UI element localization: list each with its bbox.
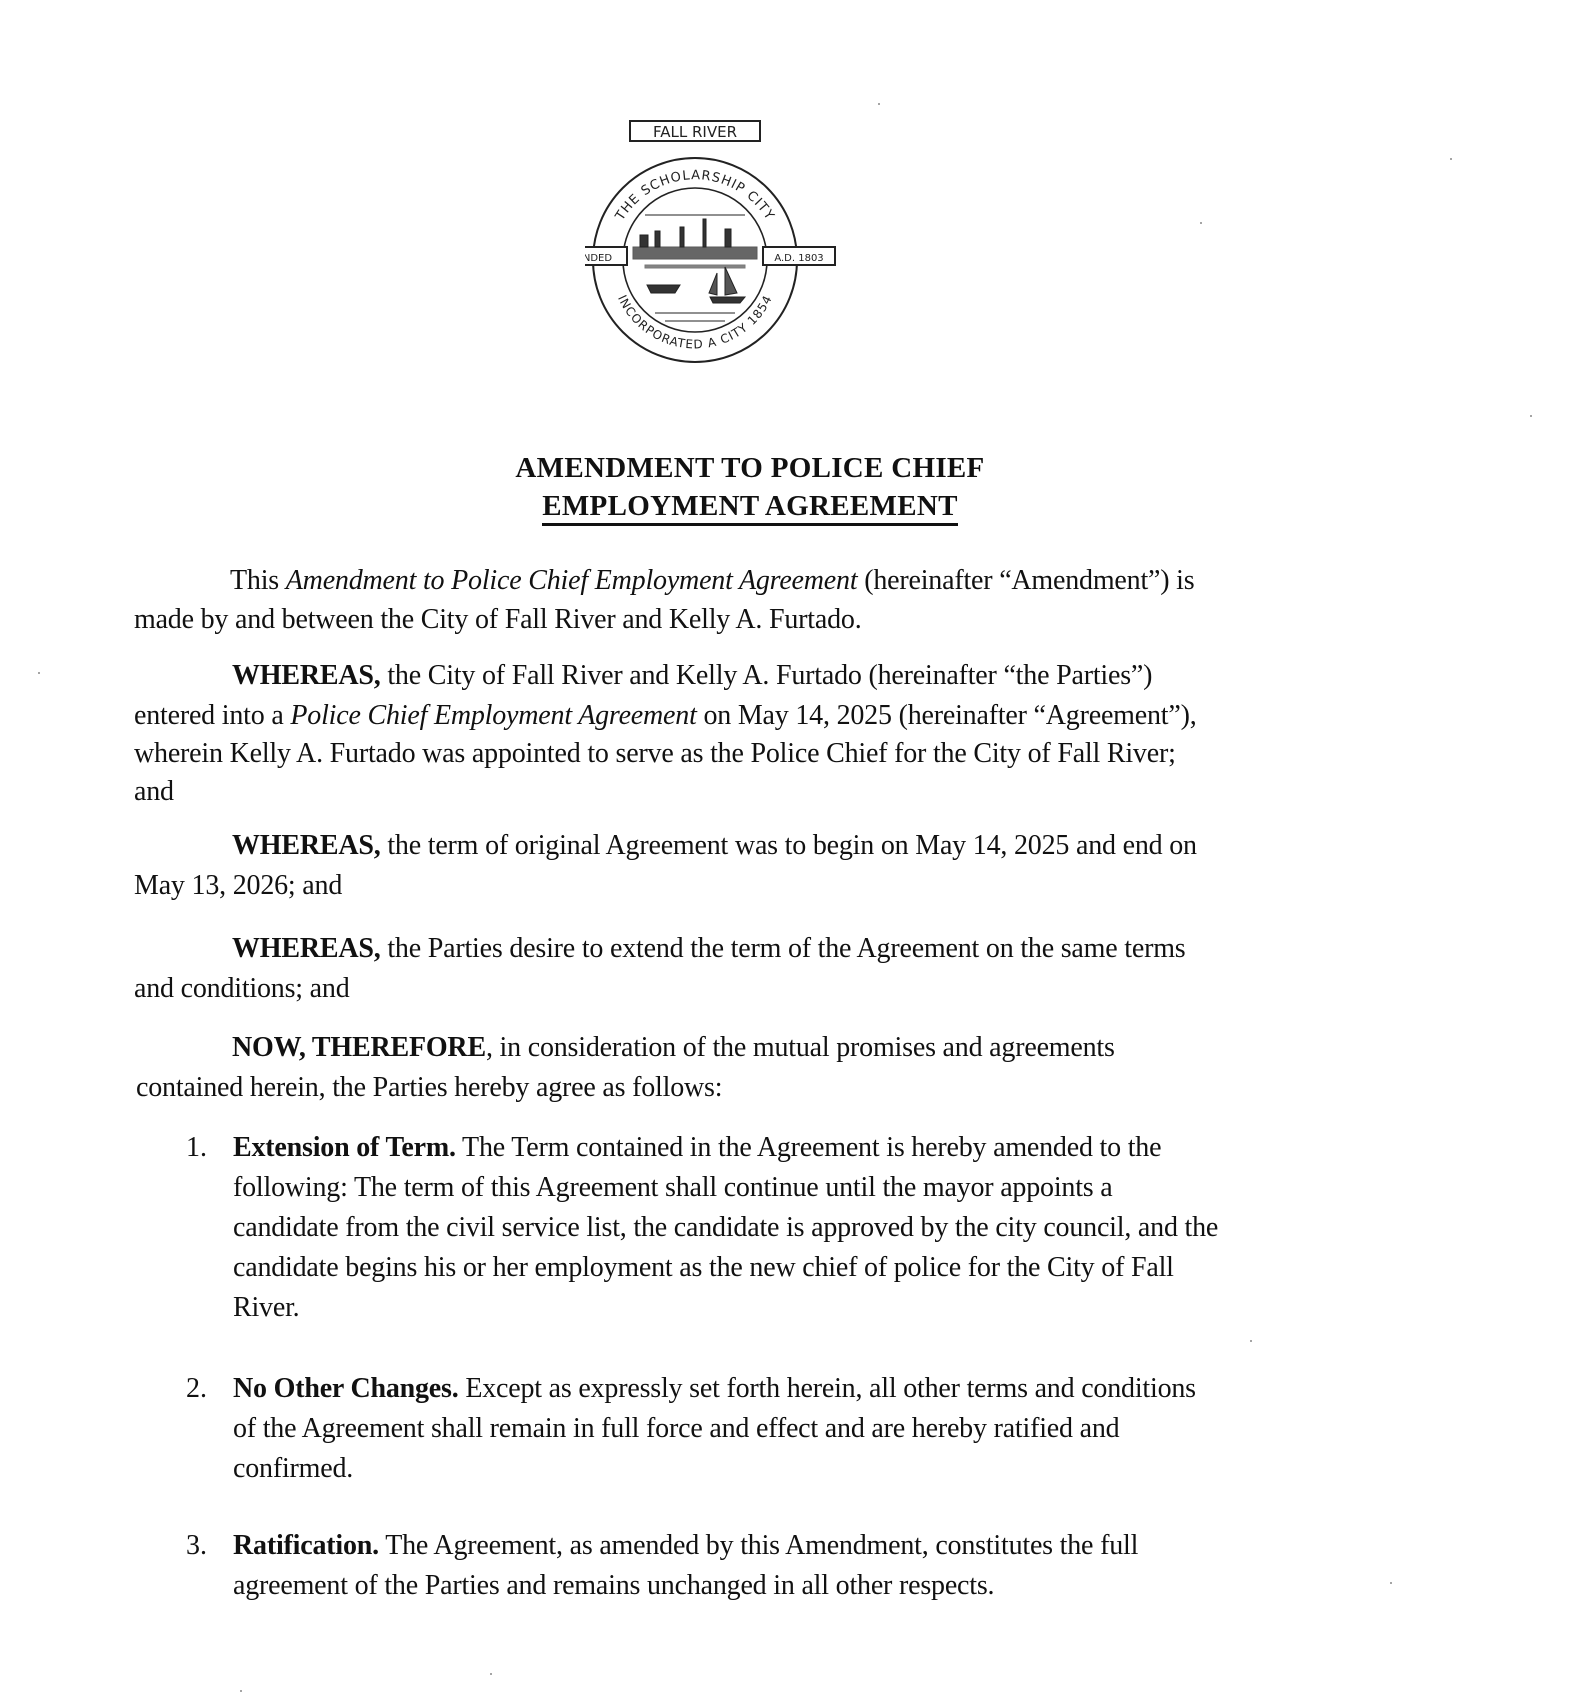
section-heading: Ratification. <box>233 1530 379 1561</box>
scan-speck <box>1390 1582 1392 1584</box>
section-2-line-1 <box>233 1373 1196 1405</box>
section-text: Except as expressly set forth herein, all other terms and conditions <box>458 1373 1196 1404</box>
whereas-lead: WHEREAS, <box>232 830 381 861</box>
intro-suffix: (hereinafter “Amendment”) is <box>857 565 1195 596</box>
seal-banner-left: NDED <box>585 253 613 264</box>
section-1-line-1 <box>233 1132 1161 1164</box>
seal-ring-top: THE SCHOLARSHIP CITY <box>612 168 778 224</box>
document-title-line-2 <box>0 490 1500 523</box>
whereas-2-text: the term of original Agreement was to begin on May 14, 2025 and end on <box>380 830 1197 861</box>
section-number: 2. <box>186 1373 207 1404</box>
scan-speck <box>878 103 880 105</box>
city-seal-logo <box>585 115 915 395</box>
whereas-3-text: the Parties desire to extend the term of the Agreement on the same terms <box>380 933 1186 964</box>
section-1-line-3: candidate from the civil service list, the candidate is approved by the city council, and the <box>233 1212 1219 1243</box>
intro-paragraph-line-1 <box>230 565 1194 597</box>
scan-speck <box>38 672 40 674</box>
svg-text:INCORPORATED A CITY 1854 <box>615 293 775 352</box>
whereas-1-line-1 <box>232 660 1152 692</box>
intro-prefix: This <box>230 565 286 596</box>
whereas-2-line-2: May 13, 2026; and <box>134 870 343 901</box>
intro-italic-title: Amendment to Police Chief Employment Agreement <box>285 565 858 596</box>
seal-ring-bottom: INCORPORATED A CITY 1854 <box>615 292 775 352</box>
section-text: The Agreement, as amended by this Amendment, constitutes the full <box>378 1530 1139 1561</box>
whereas-1-line-2-suffix: on May 14, 2025 (hereinafter “Agreement”), <box>696 700 1197 731</box>
section-heading: Extension of Term. <box>233 1132 456 1163</box>
section-heading: No Other Changes. <box>233 1373 459 1404</box>
seal-banner-top: FALL RIVER <box>652 123 738 141</box>
section-2-line-2: of the Agreement shall remain in full force and effect and are hereby ratified and <box>233 1413 1120 1444</box>
seal-banner-right: A.D. 1803 <box>774 253 824 264</box>
section-1-line-2: following: The term of this Agreement shall continue until the mayor appoints a <box>233 1172 1113 1203</box>
whereas-1-text: the City of Fall River and Kelly A. Furtado (hereinafter “the Parties”) <box>380 660 1153 691</box>
now-therefore-line-2: contained herein, the Parties hereby agree as follows: <box>136 1072 723 1103</box>
scan-speck <box>240 1690 242 1692</box>
whereas-3-line-1 <box>232 933 1185 965</box>
whereas-1-italic-title: Police Chief Employment Agreement <box>290 700 697 731</box>
whereas-1-line-2 <box>134 700 1197 732</box>
whereas-1-line-4: and <box>134 776 174 807</box>
whereas-3-line-2: and conditions; and <box>134 973 350 1004</box>
scan-speck <box>490 1673 492 1675</box>
document-title-line-1: AMENDMENT TO POLICE CHIEF <box>515 452 985 484</box>
section-1-line-5: River. <box>233 1292 300 1323</box>
scan-speck <box>1250 1340 1252 1342</box>
whereas-1-line-3: wherein Kelly A. Furtado was appointed to serve as the Police Chief for the City of Fall River; <box>134 738 1176 769</box>
seal-graphic <box>585 115 915 395</box>
now-therefore-lead: NOW, THEREFORE <box>232 1032 486 1063</box>
scan-speck <box>1450 158 1452 160</box>
section-number: 3. <box>186 1530 207 1561</box>
section-1-line-4: candidate begins his or her employment as the new chief of police for the City of Fall <box>233 1252 1174 1283</box>
scan-speck <box>1530 415 1532 417</box>
section-text: The Term contained in the Agreement is hereby amended to the <box>455 1132 1162 1163</box>
whereas-lead: WHEREAS, <box>232 660 381 691</box>
whereas-2-line-1 <box>232 830 1197 862</box>
section-2-line-3: confirmed. <box>233 1453 354 1484</box>
whereas-lead: WHEREAS, <box>232 933 381 964</box>
section-3-line-2: agreement of the Parties and remains unchanged in all other respects. <box>233 1570 995 1601</box>
section-number: 1. <box>186 1132 207 1163</box>
now-therefore-line-1 <box>232 1032 1115 1064</box>
intro-paragraph-line-2: made by and between the City of Fall River and Kelly A. Furtado. <box>134 604 862 635</box>
harbor-scene-icon <box>633 215 757 321</box>
whereas-1-line-2-prefix: entered into a <box>134 700 291 731</box>
document-title-underlined: EMPLOYMENT AGREEMENT <box>542 490 958 526</box>
now-therefore-text: , in consideration of the mutual promises and agreements <box>485 1032 1115 1063</box>
scan-speck <box>1200 222 1202 224</box>
section-3-line-1 <box>233 1530 1138 1562</box>
